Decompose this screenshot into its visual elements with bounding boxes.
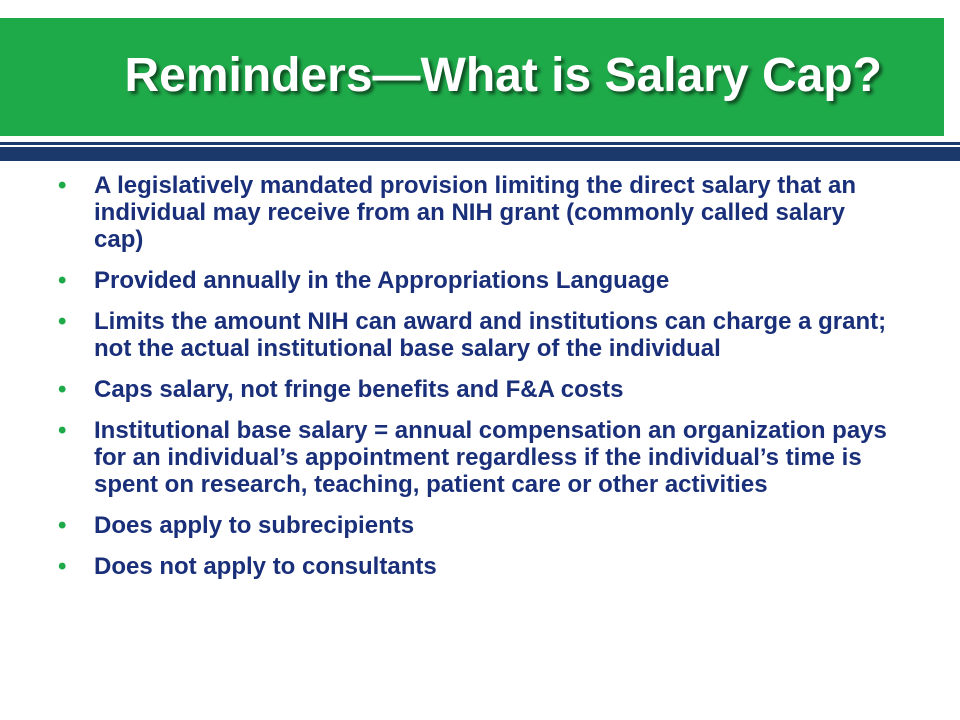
bullet-item [58, 553, 888, 580]
bullet-item [58, 512, 888, 539]
bullet-dot-icon: • [58, 172, 67, 199]
bullet-text: Caps salary, not fringe benefits and F&A costs [94, 376, 624, 403]
bullet-text: Institutional base salary = annual compensation an organization pays for an individual’s appointment regardless if the individual’s time is spent on research, teaching, patient care or other activities [94, 417, 887, 498]
bullet-dot-icon: • [58, 553, 67, 580]
bullet-text: A legislatively mandated provision limiting the direct salary that an individual may receive from an NIH grant (commonly called salary cap) [94, 172, 856, 253]
bullet-item [58, 417, 888, 498]
bullet-dot-icon: • [58, 376, 67, 403]
bullet-dot-icon: • [58, 417, 67, 444]
bullet-item [58, 308, 888, 362]
bullet-item [58, 172, 888, 253]
bullet-dot-icon: • [58, 267, 67, 294]
bullet-dot-icon: • [58, 512, 67, 539]
bullet-dot-icon: • [58, 308, 67, 335]
bullet-text: Provided annually in the Appropriations Language [94, 267, 670, 294]
divider-thick [0, 147, 960, 161]
bullet-text: Limits the amount NIH can award and institutions can charge a grant; not the actual institutional base salary of the individual [94, 308, 887, 362]
divider-thin [0, 142, 960, 145]
bullet-item [58, 267, 888, 294]
bullet-item [58, 376, 888, 403]
bullet-list [58, 172, 888, 594]
bullet-text: Does apply to subrecipients [94, 512, 415, 539]
slide-title: Reminders—What is Salary Cap? [124, 49, 882, 102]
bullet-text: Does not apply to consultants [94, 553, 437, 580]
